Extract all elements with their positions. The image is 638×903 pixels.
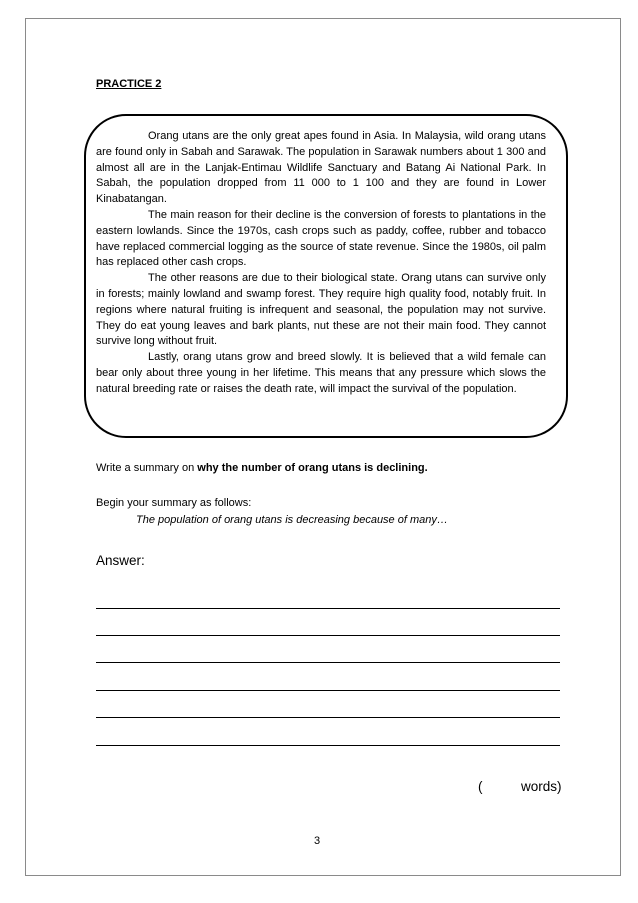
summary-instruction: [96, 462, 428, 474]
passage-paragraph-1: Orang utans are the only great apes found in Asia. In Malaysia, wild orang utans are found only in Sabah and Sarawak. The population in Sarawak numbers about 1 300 and almost all are in the Lanjak-Entimau Wildlife Sanctuary and Batang Ai National Park. In Sabah, the population dropped from 11 000 to 1 100 and they are found in Lower Kinabatangan.: [96, 130, 546, 206]
begin-label: Begin your summary as follows:: [96, 497, 252, 509]
answer-line-2[interactable]: [96, 635, 560, 636]
passage-paragraph-3: The other reasons are due to their biological state. Orang utans can survive only in forests; mainly lowland and swamp forest. They require high quality food, notably fruit. In regions where natural fruiting is infrequent and seasonal, the population may not survive. They do eat young leaves and bark plants, nut these are not their main food. They cannot survive long without fruit.: [96, 272, 546, 348]
answer-line-3[interactable]: [96, 662, 560, 663]
word-count-open-paren: (: [478, 779, 483, 794]
answer-label: Answer:: [96, 553, 145, 568]
page-number: 3: [314, 835, 321, 847]
passage-paragraph-4: Lastly, orang utans grow and breed slowly. It is believed that a wild female can bear only about three young in her lifetime. This means that any pressure which slows the natural breeding rate or raises the death rate, will impact the survival of the population.: [96, 351, 546, 395]
answer-line-1[interactable]: [96, 608, 560, 609]
answer-line-5[interactable]: [96, 717, 560, 718]
page-heading: PRACTICE 2: [96, 78, 162, 90]
instruction-bold: why the number of orang utans is declining.: [197, 462, 428, 474]
begin-text: The population of orang utans is decreasing because of many…: [136, 514, 448, 526]
passage-text: [96, 129, 546, 398]
instruction-prefix: Write a summary on: [96, 462, 198, 474]
answer-line-4[interactable]: [96, 690, 560, 691]
word-count-label: words): [521, 779, 562, 794]
passage-paragraph-2: The main reason for their decline is the conversion of forests to plantations in the eastern lowlands. Since the 1970s, cash crops such as paddy, coffee, rubber and tobacco have replaced commercial logging as the source of state revenue. Since the 1980s, oil palm has replaced other cash crops.: [96, 208, 546, 269]
answer-line-6[interactable]: [96, 745, 560, 746]
